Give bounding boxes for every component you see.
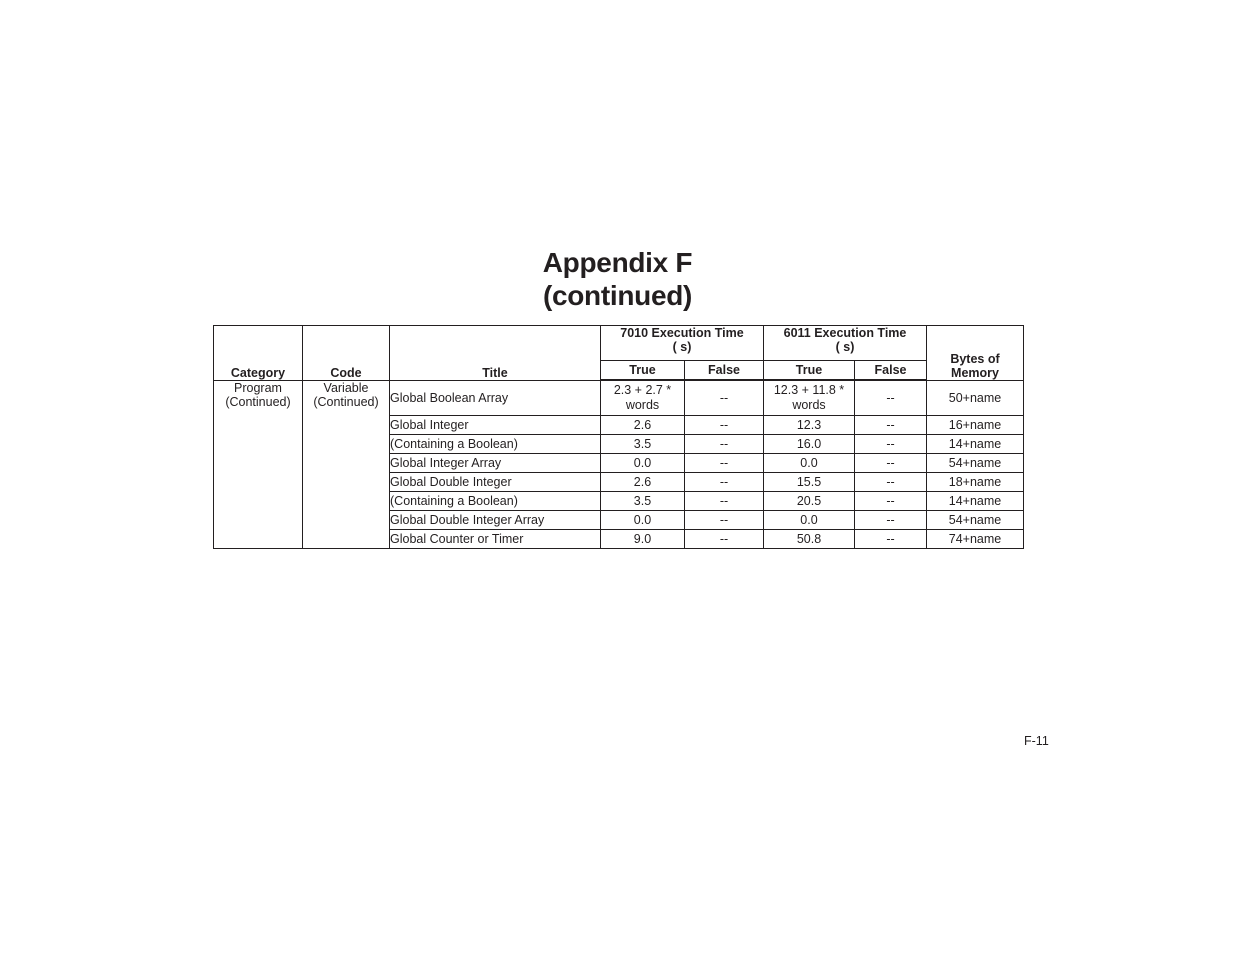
bytes-cell: 14+name — [927, 492, 1024, 511]
title-cell: (Containing a Boolean) — [390, 492, 601, 511]
header-category: Category — [214, 326, 303, 381]
category-cell: Program (Continued) — [214, 380, 303, 549]
true-7010-cell: 2.6 — [601, 416, 685, 435]
false-7010-cell: -- — [685, 454, 764, 473]
header-6011-false: False — [855, 361, 927, 381]
true-7010-cell: 3.5 — [601, 492, 685, 511]
execution-time-table — [213, 325, 1024, 549]
bytes-cell: 16+name — [927, 416, 1024, 435]
title-line-2: (continued) — [542, 280, 693, 311]
bytes-cell: 74+name — [927, 530, 1024, 549]
false-6011-cell: -- — [855, 530, 927, 549]
title-cell: Global Counter or Timer — [390, 530, 601, 549]
true-6011-cell: 20.5 — [764, 492, 855, 511]
bytes-cell: 54+name — [927, 511, 1024, 530]
true-7010-cell: 3.5 — [601, 435, 685, 454]
true-7010-cell: 0.0 — [601, 511, 685, 530]
true-7010-cell: 2.3 + 2.7 * words — [601, 380, 685, 416]
title-line-1: Appendix F — [542, 247, 693, 278]
false-6011-cell: -- — [855, 416, 927, 435]
header-title: Title — [390, 326, 601, 381]
false-6011-cell: -- — [855, 492, 927, 511]
bytes-cell: 54+name — [927, 454, 1024, 473]
bytes-cell: 18+name — [927, 473, 1024, 492]
header-6011-execution-time: 6011 Execution Time ( s) — [764, 326, 927, 361]
false-7010-cell: -- — [685, 473, 764, 492]
header-bytes-of-memory: Bytes of Memory — [927, 326, 1024, 381]
false-7010-cell: -- — [685, 511, 764, 530]
false-6011-cell: -- — [855, 473, 927, 492]
true-6011-cell: 0.0 — [764, 511, 855, 530]
code-cell: Variable (Continued) — [303, 380, 390, 549]
title-cell: Global Boolean Array — [390, 380, 601, 416]
table-row — [214, 380, 1024, 416]
true-6011-cell: 12.3 + 11.8 * words — [764, 380, 855, 416]
false-6011-cell: -- — [855, 511, 927, 530]
title-cell: Global Double Integer — [390, 473, 601, 492]
header-6011-true: True — [764, 361, 855, 381]
header-7010-execution-time: 7010 Execution Time ( s) — [601, 326, 764, 361]
false-7010-cell: -- — [685, 492, 764, 511]
false-7010-cell: -- — [685, 435, 764, 454]
true-6011-cell: 15.5 — [764, 473, 855, 492]
bytes-cell: 14+name — [927, 435, 1024, 454]
page-number: F-11 — [1024, 734, 1049, 748]
title-cell: Global Integer — [390, 416, 601, 435]
header-7010-true: True — [601, 361, 685, 381]
bytes-cell: 50+name — [927, 380, 1024, 416]
header-code: Code — [303, 326, 390, 381]
true-6011-cell: 16.0 — [764, 435, 855, 454]
title-cell: (Containing a Boolean) — [390, 435, 601, 454]
true-7010-cell: 2.6 — [601, 473, 685, 492]
header-7010-false: False — [685, 361, 764, 381]
false-6011-cell: -- — [855, 380, 927, 416]
false-7010-cell: -- — [685, 530, 764, 549]
title-cell: Global Integer Array — [390, 454, 601, 473]
true-6011-cell: 0.0 — [764, 454, 855, 473]
false-6011-cell: -- — [855, 435, 927, 454]
page-title — [0, 246, 1235, 312]
false-7010-cell: -- — [685, 380, 764, 416]
true-7010-cell: 9.0 — [601, 530, 685, 549]
title-cell: Global Double Integer Array — [390, 511, 601, 530]
false-7010-cell: -- — [685, 416, 764, 435]
true-7010-cell: 0.0 — [601, 454, 685, 473]
true-6011-cell: 50.8 — [764, 530, 855, 549]
false-6011-cell: -- — [855, 454, 927, 473]
true-6011-cell: 12.3 — [764, 416, 855, 435]
